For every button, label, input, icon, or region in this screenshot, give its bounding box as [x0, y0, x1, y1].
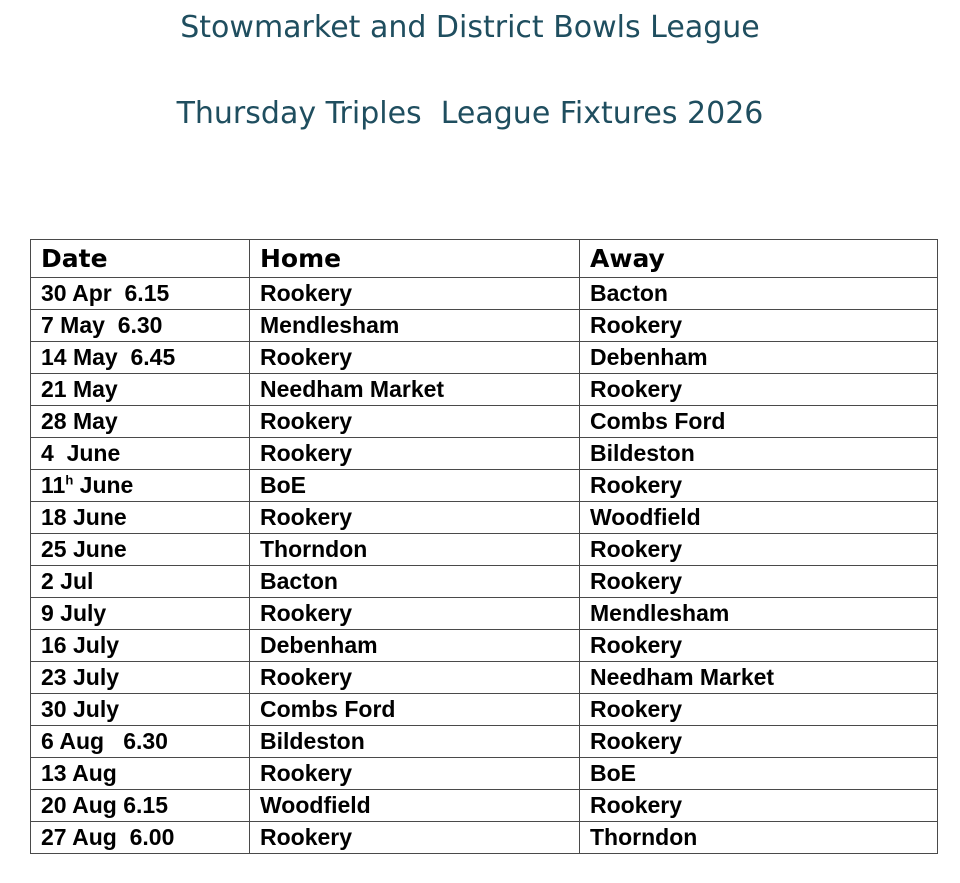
fixture-home-team: Rookery — [250, 278, 580, 310]
table-row — [31, 758, 938, 790]
fixture-date-day: 11 — [41, 472, 66, 498]
fixture-away-team: Thorndon — [580, 822, 938, 854]
page-subtitle: Thursday Triples League Fixtures 2026 — [176, 96, 764, 131]
fixture-away-team: Rookery — [580, 374, 938, 406]
table-row — [31, 534, 938, 566]
table-row — [31, 566, 938, 598]
table-row — [31, 662, 938, 694]
fixture-date-month: June — [73, 472, 134, 498]
fixture-date: 7 May 6.30 — [31, 310, 250, 342]
table-row — [31, 470, 938, 502]
table-row — [31, 822, 938, 854]
table-row — [31, 598, 938, 630]
fixture-home-team: Bildeston — [250, 726, 580, 758]
table-row — [31, 342, 938, 374]
fixture-home-team: Mendlesham — [250, 310, 580, 342]
fixture-away-team: Rookery — [580, 694, 938, 726]
fixture-home-team: Rookery — [250, 406, 580, 438]
fixture-date: 2 Jul — [31, 566, 250, 598]
fixture-date: 23 July — [31, 662, 250, 694]
table-row — [31, 374, 938, 406]
page-title: Stowmarket and District Bowls League — [180, 10, 760, 45]
fixture-away-team: Debenham — [580, 342, 938, 374]
table-row — [31, 726, 938, 758]
fixture-date: 27 Aug 6.00 — [31, 822, 250, 854]
table-row — [31, 502, 938, 534]
fixture-away-team: Rookery — [580, 534, 938, 566]
fixture-date: 9 July — [31, 598, 250, 630]
fixture-home-team: Bacton — [250, 566, 580, 598]
table-row — [31, 790, 938, 822]
table-row — [31, 630, 938, 662]
fixture-date: 20 Aug 6.15 — [31, 790, 250, 822]
fixture-home-team: Rookery — [250, 502, 580, 534]
fixture-home-team: Rookery — [250, 598, 580, 630]
fixture-home-team: Thorndon — [250, 534, 580, 566]
fixture-date: 30 July — [31, 694, 250, 726]
fixture-date: 6 Aug 6.30 — [31, 726, 250, 758]
table-row — [31, 278, 938, 310]
fixture-away-team: Rookery — [580, 310, 938, 342]
fixture-date: 28 May — [31, 406, 250, 438]
table-row — [31, 438, 938, 470]
fixture-home-team: Rookery — [250, 822, 580, 854]
fixture-home-team: Rookery — [250, 438, 580, 470]
fixture-away-team: Woodfield — [580, 502, 938, 534]
fixture-home-team: BoE — [250, 470, 580, 502]
fixture-date: 18 June — [31, 502, 250, 534]
table-row — [31, 310, 938, 342]
fixture-date: 30 Apr 6.15 — [31, 278, 250, 310]
column-header-home: Home — [250, 240, 580, 278]
fixture-away-team: Rookery — [580, 566, 938, 598]
fixtures-body — [31, 278, 938, 854]
fixture-away-team: Bildeston — [580, 438, 938, 470]
fixture-away-team: Rookery — [580, 726, 938, 758]
fixtures-table — [30, 239, 938, 854]
fixture-away-team: Bacton — [580, 278, 938, 310]
fixture-away-team: Needham Market — [580, 662, 938, 694]
fixture-away-team: Rookery — [580, 790, 938, 822]
table-row — [31, 694, 938, 726]
fixture-home-team: Needham Market — [250, 374, 580, 406]
fixture-date: 21 May — [31, 374, 250, 406]
fixture-away-team: Combs Ford — [580, 406, 938, 438]
fixture-away-team: BoE — [580, 758, 938, 790]
fixture-date-suffix: h — [65, 472, 74, 488]
fixture-date: 14 May 6.45 — [31, 342, 250, 374]
column-header-away: Away — [580, 240, 938, 278]
fixture-date: 16 July — [31, 630, 250, 662]
fixture-home-team: Debenham — [250, 630, 580, 662]
fixture-date: 25 June — [31, 534, 250, 566]
fixture-home-team: Combs Ford — [250, 694, 580, 726]
table-row — [31, 406, 938, 438]
fixture-away-team: Rookery — [580, 470, 938, 502]
fixture-date: 4 June — [31, 438, 250, 470]
column-header-date: Date — [31, 240, 250, 278]
fixture-away-team: Rookery — [580, 630, 938, 662]
table-header-row — [31, 240, 938, 278]
fixture-home-team: Woodfield — [250, 790, 580, 822]
fixture-home-team: Rookery — [250, 342, 580, 374]
fixture-date: 13 Aug — [31, 758, 250, 790]
fixture-home-team: Rookery — [250, 758, 580, 790]
fixture-date — [31, 470, 250, 502]
fixture-away-team: Mendlesham — [580, 598, 938, 630]
fixture-home-team: Rookery — [250, 662, 580, 694]
